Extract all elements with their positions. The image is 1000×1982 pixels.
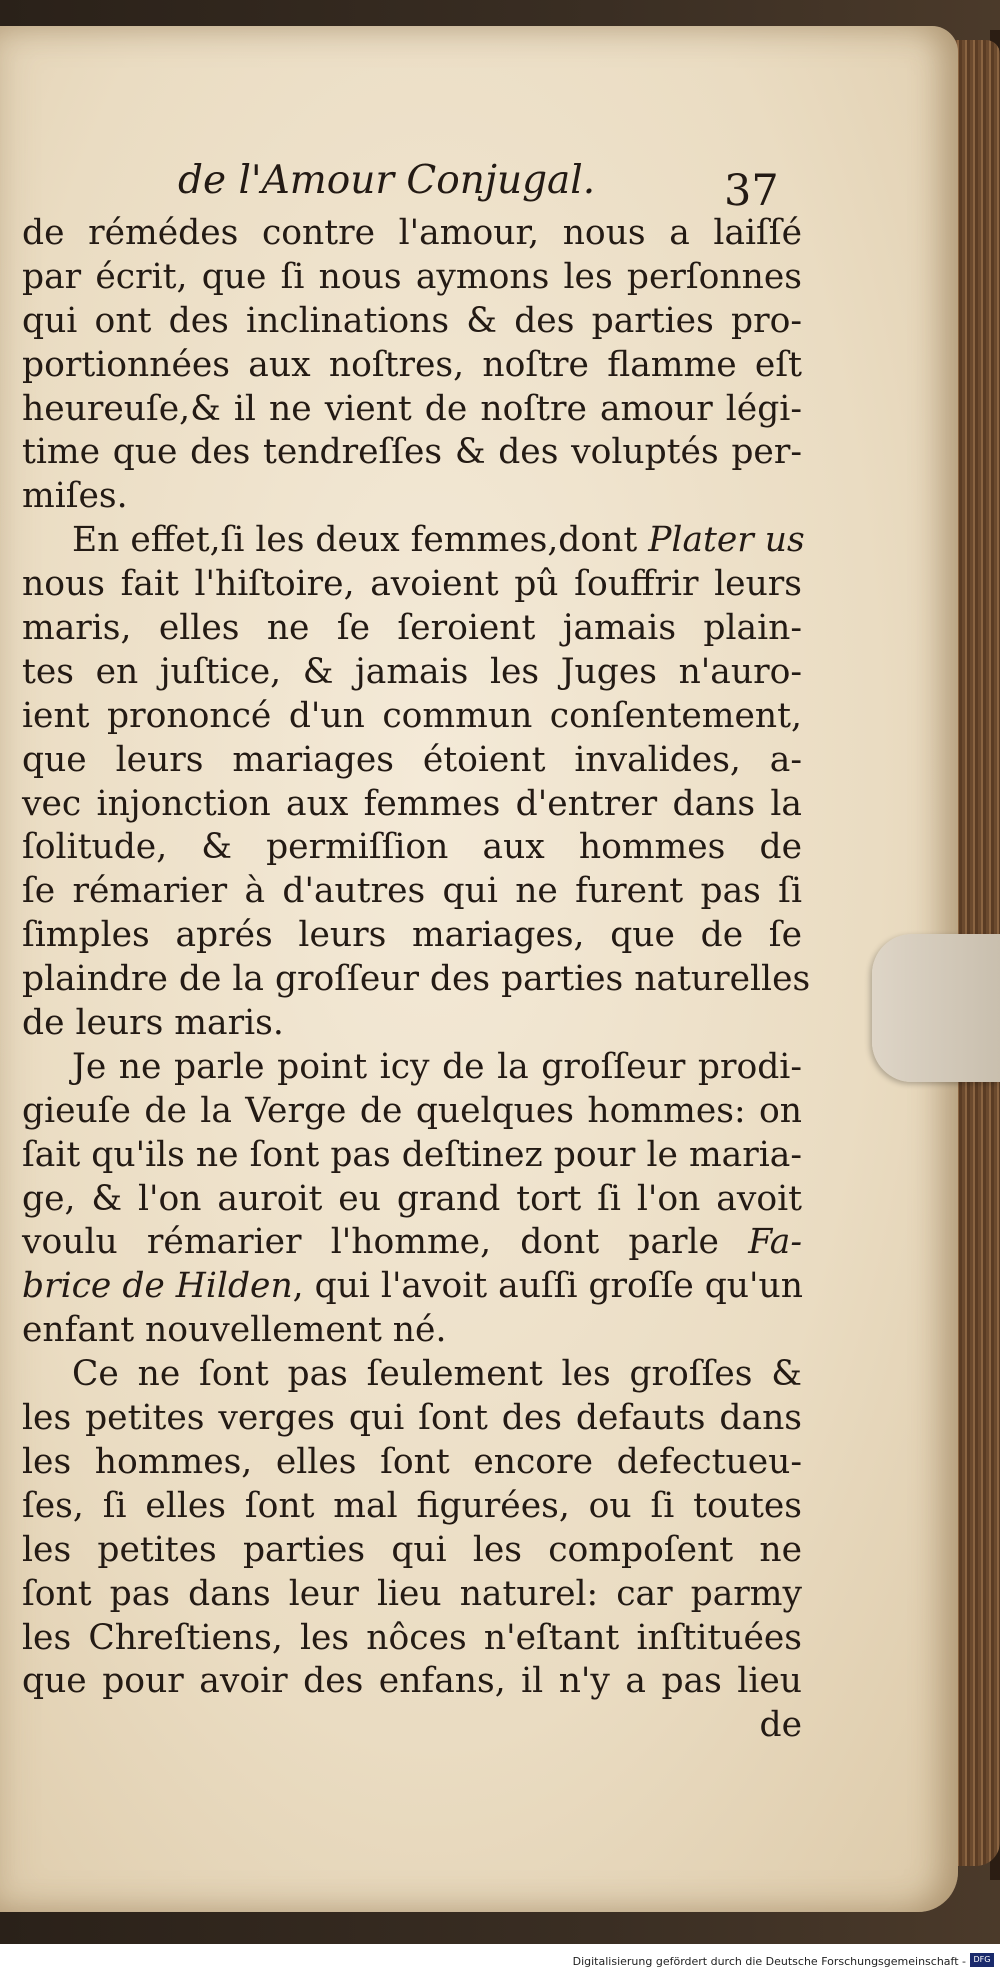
text-line: miſes. (22, 476, 128, 517)
text-line: plaindre de la groſſeur des parties naturelles (22, 959, 811, 1000)
running-head: de l'Amour Conjugal. (178, 158, 596, 203)
page-header (0, 158, 958, 216)
text-line: ſait qu'ils ne ſont pas deſtinez pour le maria- (22, 1134, 802, 1175)
text-line (22, 519, 805, 563)
footer-bar (0, 1944, 1000, 1982)
text-line: les petites verges qui ſont des defauts dans (22, 1398, 802, 1439)
text-line: les hommes, elles ſont encore defectueu- (22, 1441, 802, 1482)
text-line: Je ne parle point icy de la groſſeur prodi- (72, 1046, 802, 1087)
text-fragment: En effet,ſi les deux femmes,dont (72, 520, 638, 561)
text-line: de rémédes contre l'amour, nous a laiſſé (22, 213, 802, 253)
text-line: ſolitude, & permiſſion aux hommes de (22, 827, 802, 868)
text-line: Ce ne ſont pas ſeulement les groſſes & (72, 1354, 802, 1395)
book-page (0, 26, 958, 1912)
text-line: ge, & l'on auroit eu grand tort ſi l'on avoit (22, 1178, 802, 1219)
text-line: ient prononcé d'un commun conſentement, (22, 695, 802, 736)
text-line: portionnées aux noſtres, noſtre flamme eſt (22, 344, 802, 385)
author-name-fabrice-part2: brice de Hilden (22, 1266, 293, 1307)
text-line: par écrit, que ſi nous aymons les perſonnes (22, 256, 802, 297)
text-line: time que des tendreſſes & des voluptés per- (22, 432, 802, 473)
catchword: de (759, 1705, 802, 1746)
text-line: vec injonction aux femmes d'entrer dans la (22, 783, 802, 824)
text-line: brice de Hilden, qui l'avoit auſſi groſſe qu'un (22, 1266, 803, 1307)
text-line: heureuſe,& il ne vient de noſtre amour légi- (22, 388, 802, 429)
text-line: ſont pas dans leur lieu naturel: car parmy (22, 1573, 802, 1614)
dfg-logo: DFG (970, 1953, 994, 1967)
text-line: gieuſe de la Verge de quelques hommes: on (22, 1090, 802, 1131)
text-line: que pour avoir des enfans, il n'y a pas lieu (22, 1661, 802, 1702)
author-name-platerus: Plater us (648, 520, 805, 561)
body-text (22, 212, 811, 1748)
footer-credit: Digitalisierung gefördert durch die Deutsche Forschungsgemeinschaft - (572, 1955, 966, 1968)
page-marker-tab (872, 934, 1000, 1082)
text-line: qui ont des inclinations & des parties pro- (22, 300, 802, 341)
text-line: que leurs mariages étoient invalides, a- (22, 739, 802, 780)
text-line: ſimples aprés leurs mariages, que de ſe (22, 915, 802, 956)
text-fragment: qui l'avoit auſſi groſſe qu'un (314, 1266, 803, 1307)
text-fragment: voulu rémarier l'homme, dont parle (22, 1222, 719, 1263)
text-line: enfant nouvellement né. (22, 1310, 447, 1351)
text-line: ſe rémarier à d'autres qui ne furent pas ſi (22, 871, 802, 912)
text-line: les petites parties qui les compoſent ne (22, 1529, 802, 1570)
text-line (22, 1221, 802, 1265)
text-line: de leurs maris. (22, 1003, 284, 1044)
text-line: nous fait l'hiſtoire, avoient pû ſouffrir leurs (22, 564, 802, 605)
author-name-fabrice-part1: Fa- (748, 1222, 803, 1263)
text-line: ſes, ſi elles ſont mal figurées, ou ſi toutes (22, 1485, 802, 1526)
text-line: les Chreſtiens, les nôces n'eſtant inſtituées (22, 1617, 802, 1658)
page-number: 37 (724, 166, 779, 216)
text-line: maris, elles ne ſe ſeroient jamais plain- (22, 608, 802, 649)
text-line: tes en juſtice, & jamais les Juges n'auro- (22, 651, 802, 692)
